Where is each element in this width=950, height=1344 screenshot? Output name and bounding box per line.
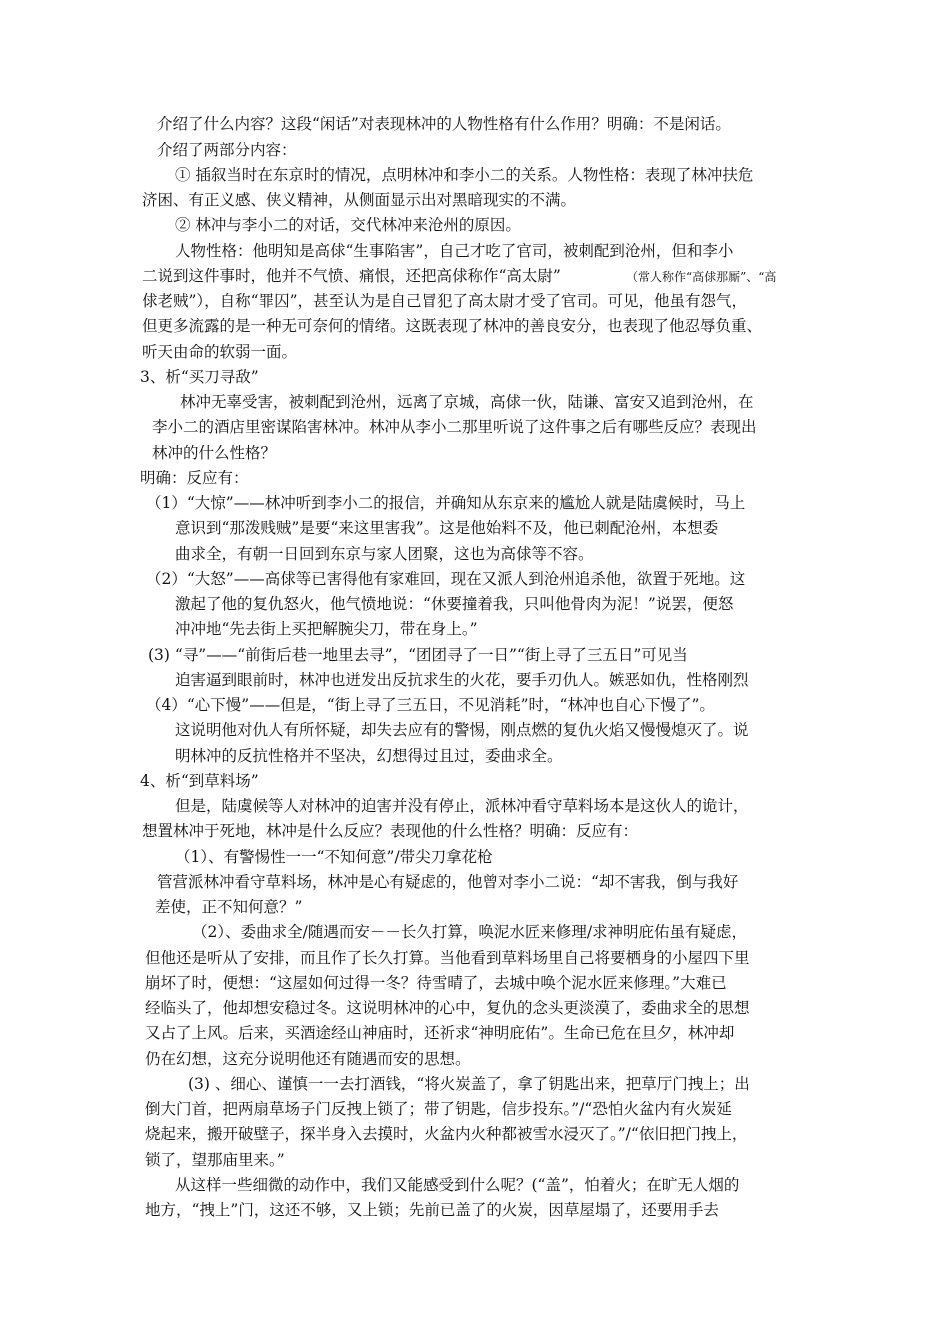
text-line: 仍在幻想，这充分说明他还有随遇而安的思想。 [145,1050,471,1068]
text-line: 意识到“那泼贱贼”是要“来这里害我”。这是他始料不及，他已刺配沧州，本想委 [175,519,719,537]
text-line: 俅老贼”），自称“罪囚”，甚至认为是自己冒犯了高太尉才受了官司。可见，他虽有怨气， [142,292,748,310]
text-line: （4）“心下慢”——但是，“街上寻了三五日，不见消耗”时，“林冲也自心下慢了”。 [146,696,715,714]
section-heading: 4、析“到草料场” [140,772,259,790]
text-line: 林冲的什么性格？ [152,444,277,462]
text-line: 李小二的酒店里密谋陷害林冲。林冲从李小二那里听说了这件事之后有哪些反应？表现出 [152,418,757,436]
text-line: （2）、委曲求全/随遇而安－－长久打算，唤泥水匠来修理/求神明庇佑虽有疑虑， [192,923,748,941]
text-line: 地方，“拽上”门，这还不够，又上锁；先前已盖了的火炭，因草屋塌了，还要用手去 [145,1201,719,1219]
text-line: 但更多流露的是一种无可奈何的情绪。这既表现了林冲的善良安分，也表现了他忍辱负重、 [142,317,763,335]
text-line: (3) 、细心、谨慎一一去打酒钱，“将火炭盖了，拿了钥匙出来，把草厅门拽上；出 [188,1075,750,1093]
text-line: 烧起来，搬开破壁子，探半身入去摸时，火盆内火种都被雪水浸灭了。”/“依旧把门拽上， [145,1125,748,1143]
text-line: 从这样一些细微的动作中，我们又能感受到什么呢？(“盖”，怕着火；在旷无人烟的 [175,1176,740,1194]
text-line: 又占了上风。后来，买酒途经山神庙时，还祈求“神明庇佑”。生命已危在旦夕，林冲却 [145,1024,735,1042]
text-line: 明林冲的反抗性格并不坚决，幻想得过且过，委曲求全。 [175,747,563,765]
text-line: 激起了他的复仇怒火，他气愤地说：“休要撞着我，只叫他骨肉为泥！”说罢，便怒 [175,595,734,613]
text-line: 迫害逼到眼前时，林冲也迸发出反抗求生的火花，要手刃仇人。嫉恶如仇，性格刚烈 [175,671,749,689]
text-line: 二说到这件事时，他并不气愤、痛恨，还把高俅称作“高太尉” [142,267,561,285]
text-line: ② 林冲与李小二的对话，交代林冲来沧州的原因。 [175,216,521,234]
text-line: 人物性格：他明知是高俅“生事陷害”，自己才吃了官司，被刺配到沧州，但和李小 [175,242,734,260]
text-line: ① 插叙当时在东京时的情况，点明林冲和李小二的关系。人物性格：表现了林冲扶危 [175,166,754,184]
text-line: 冲冲地“先去街上买把解腕尖刀，带在身上。” [175,620,478,638]
text-line: 但他还是听从了安排，而且作了长久打算。当他看到草料场里自己将要栖身的小屋四下里 [145,949,750,967]
text-note: （常人称作“高俅那厮”、“高 [626,270,777,284]
text-line: (3) “寻”——“前街后巷一地里去寻”，“团团寻了一日”“街上寻了三五日”可见当 [148,646,688,664]
text-line: 锁了，望那庙里来。” [145,1151,285,1169]
text-line: 济困、有正义感、侠义精神，从侧面显示出对黑暗现实的不满。 [142,191,577,209]
text-line: 差使，正不知何意？” [155,898,303,916]
text-line: 这说明他对仇人有所怀疑，却失去应有的警惕，刚点燃的复仇火焰又慢慢熄灭了。说 [175,721,749,739]
text-line: 想置林冲于死地，林冲是什么反应？表现他的什么性格？明确：反应有： [142,822,639,840]
text-line: 听天由命的软弱一面。 [142,343,298,361]
text-line: 倒大门首，把两扇草场子门反拽上锁了；带了钥匙，信步投东。”/“恐怕火盆内有火炭延 [145,1100,732,1118]
text-line: 崩坏了时，便想：“这屋如何过得一冬？待雪晴了，去城中唤个泥水匠来修理。”大难已 [145,974,727,992]
section-heading: 3、析“买刀寻敌” [140,368,259,386]
text-line: 林冲无辜受害，被刺配到沧州，远离了京城，高俅一伙，陆谦、富安又追到沧州，在 [180,393,754,411]
text-line: 曲求全，有朝一日回到东京与家人团聚，这也为高俅等不容。 [175,545,594,563]
text-line: （1）“大惊”——林冲听到李小二的报信，并确知从东京来的尴尬人就是陆虞候时，马上 [146,494,746,512]
text-line: 经临头了，他却想安稳过冬。这说明林冲的心中，复仇的念头更淡漠了，委曲求全的思想 [145,999,750,1017]
text-line: （2）“大怒”——高俅等已害得他有家难回，现在又派人到沧州追杀他，欲置于死地。这 [146,570,746,588]
text-line: 但是，陆虞候等人对林冲的迫害并没有停止，派林冲看守草料场本是这伙人的诡计， [175,797,749,815]
text-line: （1）、有警惕性一一“不知何意”/带尖刀拿花枪 [175,848,493,866]
text-line: 介绍了什么内容？这段“闲话”对表现林冲的人物性格有什么作用？明确：不是闲话。 [157,115,731,133]
text-line: 明确：反应有： [140,469,249,487]
text-line: 介绍了两部分内容： [157,141,297,159]
text-line: 管营派林冲看守草料场，林冲是心有疑虑的，他曾对李小二说：“却不害我，倒与我好 [157,873,739,891]
